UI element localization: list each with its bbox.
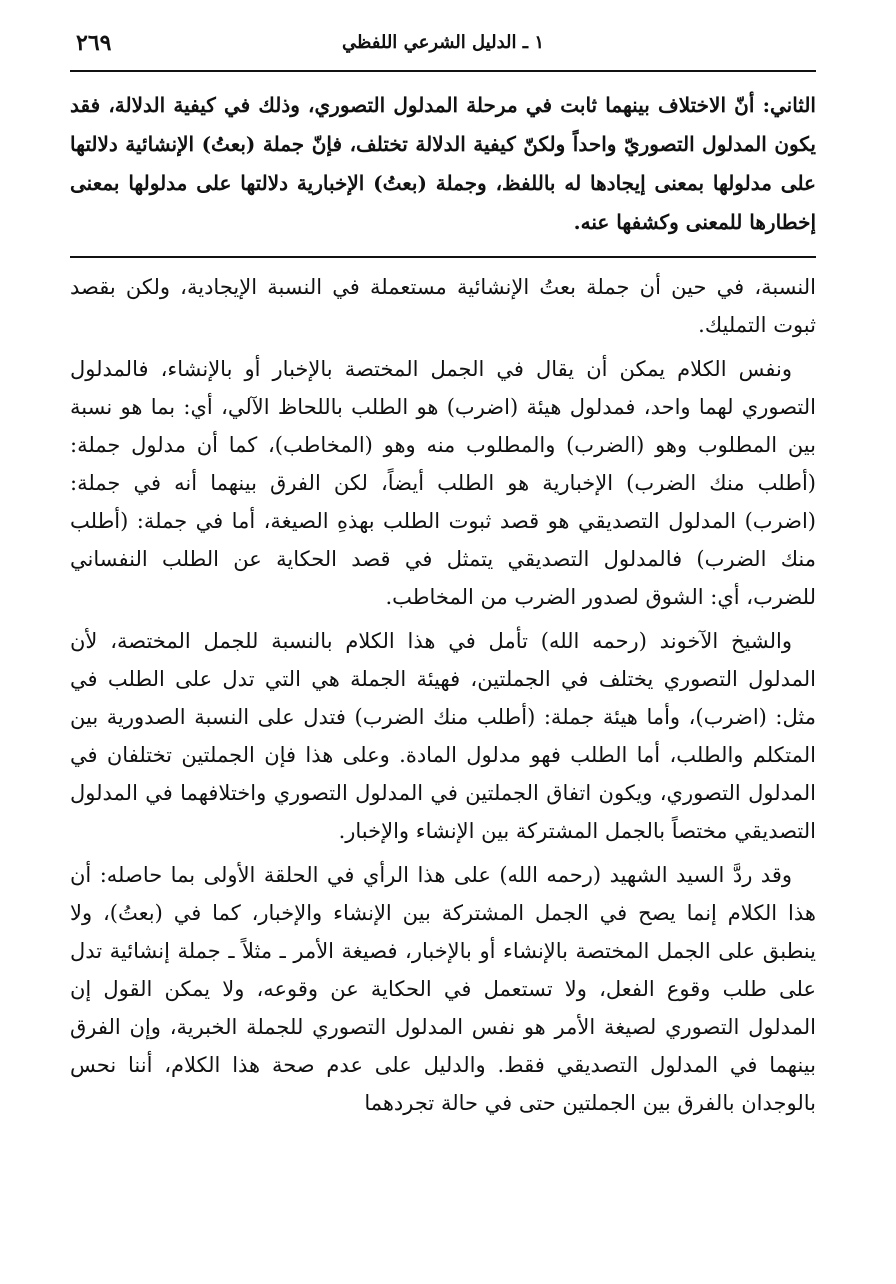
paragraph: والشيخ الآخوند (رحمه الله) تأمل في هذا الكلام بالنسبة للجمل المختصة، لأن المدلول التصوري يختلف في الجملتين، فهيئة الجملة هي التي تدل على الطلب في مثل: (اضرب)، وأما هيئة جملة: (أطلب منك الضرب) فتدل على النسبة الصدورية بين المتكلم والطلب، أما الطلب فهو مدلول المادة. وعلى هذا فإن الجملتين تختلفان في المدلول التصوري، ويكون اتفاق الجملتين في المدلول التصوري واختلافهما في المدلول التصديقي مختصاً بالجمل المشتركة بين الإنشاء والإخبار. [70,629,816,843]
paragraph-continuation: النسبة، في حين أن جملة بعتُ الإنشائية مستعملة في النسبة الإيجادية، ولكن بقصد ثبوت التمليك. [70,275,816,337]
quote-divider [70,256,816,258]
book-page [70,30,816,1260]
highlighted-quote: الثاني: أنّ الاختلاف بينهما ثابت في مرحلة المدلول التصوري، وذلك في كيفية الدلالة، فقد يكون المدلول التصوريّ واحداً ولكنّ كيفية الدلالة تختلف، فإنّ جملة (بعتُ) الإنشائية دلالتها على مدلولها بمعنى إيجادها له باللفظ، وجملة (بعتُ) الإخبارية دلالتها على مدلولها بمعنى إخطارها للمعنى وكشفها عنه. [70,93,816,234]
running-header [70,30,816,62]
header-rule [70,70,816,72]
paragraph: ونفس الكلام يمكن أن يقال في الجمل المختصة بالإخبار أو بالإنشاء، فالمدلول التصوري لهما واحد، فمدلول هيئة (اضرب) هو الطلب باللحاظ الآلي، أي: بما هو نسبة بين المطلوب وهو (الضرب) والمطلوب منه وهو (المخاطب)، كما أن مدلول جملة: (أطلب منك الضرب) الإخبارية هو الطلب أيضاً، لكن الفرق بينهما أنه في جملة: (اضرب) المدلول التصديقي هو قصد ثبوت الطلب بهذهِ الصيغة، أما في جملة: (أطلب منك الضرب) فالمدلول التصديقي يتمثل في قصد الحكاية عن الطلب النفساني للضرب، أي: الشوق لصدور الضرب من المخاطب. [70,357,816,609]
chapter-title: ١ ـ الدليل الشرعي اللفظي [341,32,545,53]
body-text [70,268,816,1122]
page-number: ٢٦٩ [76,30,112,56]
paragraph: وقد ردَّ السيد الشهيد (رحمه الله) على هذا الرأي في الحلقة الأولى بما حاصله: أن هذا الكلام إنما يصح في الجمل المشتركة بين الإنشاء والإخبار، كما في (بعتُ)، ولا ينطبق على الجمل المختصة بالإنشاء أو بالإخبار، فصيغة الأمر ـ مثلاً ـ جملة إنشائية تدل على طلب وقوع الفعل، ولا تستعمل في الحكاية عن وقوعه، ولا يمكن القول إن المدلول التصوري لصيغة الأمر هو نفس المدلول التصوري للجملة الخبرية، وإن الفرق بينهما في المدلول التصديقي فقط. والدليل على عدم صحة هذا الكلام، أننا نحس بالوجدان بالفرق بين الجملتين حتى في حالة تجردهما [70,863,816,1115]
